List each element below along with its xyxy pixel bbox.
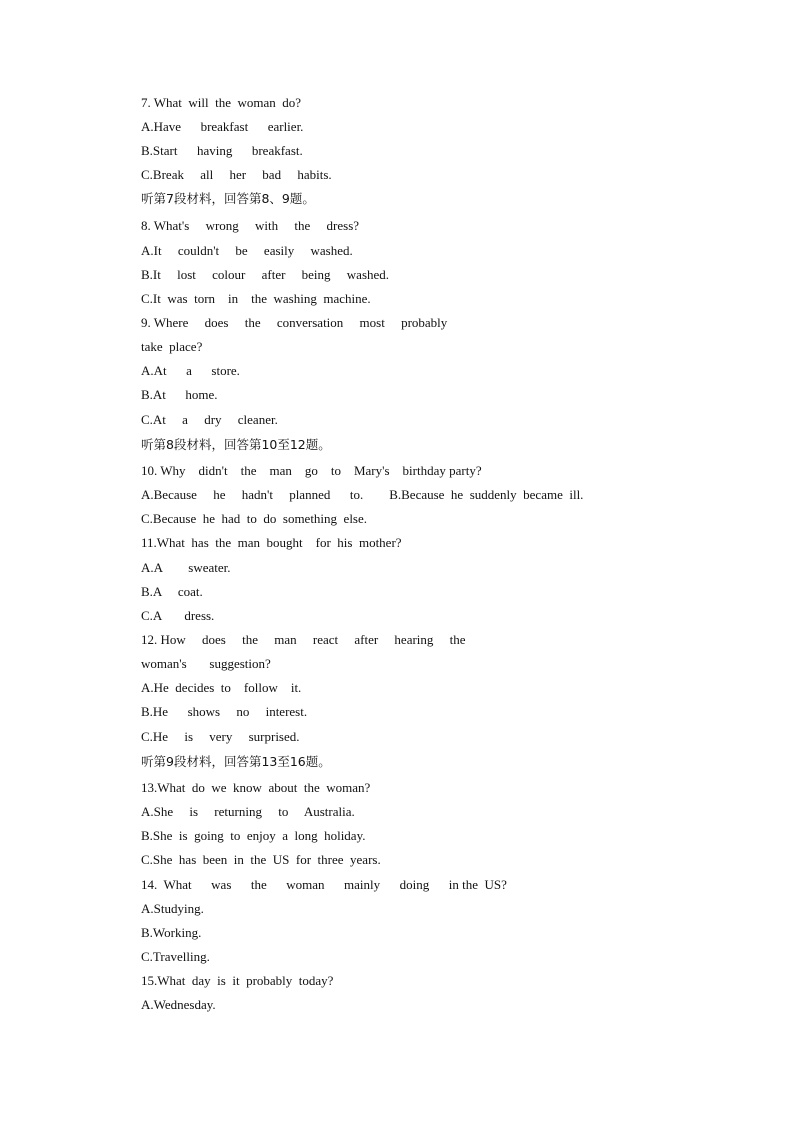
question-13: 13.What do we know about the woman? xyxy=(141,780,371,795)
section-7-heading: 听第7段材料，回答第8、9题。 xyxy=(141,191,315,206)
q10-options-a-b: A.Because he hadn't planned to. B.Because he suddenly became ill. xyxy=(141,487,584,502)
q11-option-b: B.A coat. xyxy=(141,584,203,599)
question-15: 15.What day is it probably today? xyxy=(141,973,334,988)
q9-option-c: C.At a dry cleaner. xyxy=(141,412,278,427)
q7-option-c: C.Break all her bad habits. xyxy=(141,167,332,182)
question-12-cont: woman's suggestion? xyxy=(141,656,271,671)
q8-option-b: B.It lost colour after being washed. xyxy=(141,267,390,282)
question-9-cont: take place? xyxy=(141,339,203,354)
q10-option-c: C.Because he had to do something else. xyxy=(141,511,368,526)
q13-option-c: C.She has been in the US for three years. xyxy=(141,852,381,867)
q8-option-a: A.It couldn't be easily washed. xyxy=(141,243,353,258)
question-11: 11.What has the man bought for his mother? xyxy=(141,535,402,550)
q15-option-a: A.Wednesday. xyxy=(141,997,216,1012)
q13-option-b: B.She is going to enjoy a long holiday. xyxy=(141,828,366,843)
q8-option-c: C.It was torn in the washing machine. xyxy=(141,291,371,306)
q14-option-c: C.Travelling. xyxy=(141,949,210,964)
q13-option-a: A.She is returning to Australia. xyxy=(141,804,355,819)
question-9: 9. Where does the conversation most probably xyxy=(141,315,448,330)
q7-option-a: A.Have breakfast earlier. xyxy=(141,119,304,134)
q12-option-b: B.He shows no interest. xyxy=(141,704,308,719)
question-12: 12. How does the man react after hearing the xyxy=(141,632,466,647)
question-8: 8. What's wrong with the dress? xyxy=(141,218,360,233)
q9-option-a: A.At a store. xyxy=(141,363,240,378)
question-14: 14. What was the woman mainly doing in the US? xyxy=(141,877,507,892)
question-10: 10. Why didn't the man go to Mary's birthday party? xyxy=(141,463,482,478)
q11-option-c: C.A dress. xyxy=(141,608,215,623)
q11-option-a: A.A sweater. xyxy=(141,560,231,575)
q9-option-b: B.At home. xyxy=(141,387,218,402)
q14-option-a: A.Studying. xyxy=(141,901,204,916)
q12-option-a: A.He decides to follow it. xyxy=(141,680,302,695)
question-7: 7. What will the woman do? xyxy=(141,95,302,110)
q12-option-c: C.He is very surprised. xyxy=(141,729,300,744)
section-8-heading: 听第8段材料，回答第10至12题。 xyxy=(141,437,331,452)
section-9-heading: 听第9段材料，回答第13至16题。 xyxy=(141,754,331,769)
q7-option-b: B.Start having breakfast. xyxy=(141,143,303,158)
q14-option-b: B.Working. xyxy=(141,925,202,940)
